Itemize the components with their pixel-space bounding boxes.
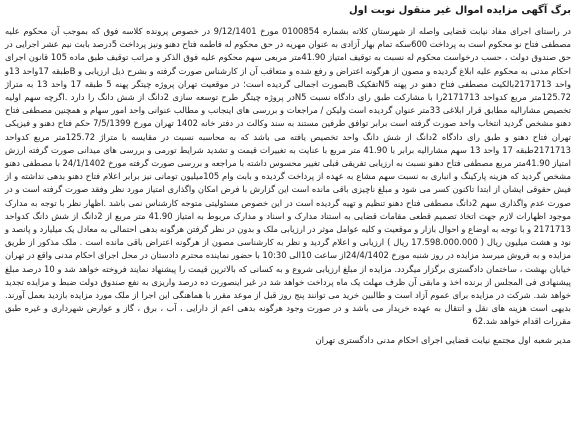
- notice-signature: مدیر شعبه اول مجتمع نیابت قضایی اجرای احکام مدنی دادگستری تهران: [315, 335, 571, 346]
- notice-body: در راستای اجرای مفاد نیابت قضایی واصله از شهرستان کلاته بشماره 0100854 مورخ 9/12/1401 در خصوص پرونده کلاسه فوق که بموجب آن محکوم علیه مصطفی فتاح نو محکوم است به پرداخت 600سکه تمام بهار آزادی به عنوان مهریه در حق محکوم له فاطمه فتاح دهنو ونیز پرداخت 5درصد بابت نیم عشر اجرایی در حق صندوق دولت ، حسب درخواست محکوم له نسبت به توقیف امتیاز 41.90متر مربعی سهم محکوم علیه فوق الذکر و مراتب توقیف طبق ماده 105 قانون اجرای احکام مدنی به محکوم علیه ابلاغ گردیده و مصون از هرگونه اعتراض و رفع شده و متعاقب آن از کارشناس صورت گرفته و بشرح ذیل ارزیابی و Bطبقه 17واحد 13و واحد 2171713بالکیت مصطفی فتاح دهنو در پهنه N5تفکیک Bبصورت اجمالی گردیده است؛ در موقعیت تهران پروژه چیتگر پهنه 5 طبقه 17 واحد 13 به متراژ 125.72متر مربع کدواحد 2171713را با مشارکت طبق رای دادگاه نسبت N5در پروژه چیتگر طرح توسعه سازی 2دانگ از شش دانگ را دارد .اگرچه سهم اولیه تخصیص مشارالیه مطابق قرار ابلاغی 33متر عنوان گردیده است ولیکن / مراجعات و بررسی های اینجانب و مطالب عنوانی واحد امور سهام و همچنین مصطفی فتاح دهنو مشخص گردید انتخاب واحد صورت گرفته است برابر توافق طرفین مستند به سند وکالت در دفتر خانه 1402 تهران مورخ 7/5/1399 حکم فتاح دهنو و فیزیکی تهران فتاح دهنو و طبق رای دادگاه 2دانگ از شش دانگ واحد تخصیص یافته می باشد که به محاسبه نسبت در مقایسه با متراژ 125.72متر مربع کدواحد 2171713طبقه 17 واحد 13 سهم مشارالیه برابر با 41.90 متر مربع با عنایت به تغییرات قیمت و تشدید شرایط تورمی و بررسی های میدانی صورت گرفته ارزش امتیاز 41.90متر مربع مصطفی فتاح دهنو نسبت به ارزیابی تفریقی قبلی تغییر محسوس داشته با مراجعه و بررسی صورت گرفته مورخ 24/1/1402 با مصطفی دهنو مشخص گردید که هزینه پارکینگ و انباری به نسبت سهم مشاع به عهده از پرداخت گردیده و بابت وام 105میلیون تومانی نیز برابر اعلام فتاح دهنو بدهی نداشته و از فیش حقوقی ایشان از ابتدا تاکنون کسر می شود و مبلغ ناچیزی باقی مانده است این گزارش با فرض امکان واگذاری امتیاز مورد نظر وفقد صورت گرفته است و در صورت عدم واگذاری سهم 2دانگ مصطفی فتاح دهنو تنظیم و تهیه گردیده است در این خصوص مسئولیتی متوجه کارشناس نمی باشد .اظهار نظر با توجه به مدارک موجود اظهارات لازم جهت اتخاذ تصمیم قطعی مقامات قضایی به استناد مدارک و اسناد و مدارک مربوط به امتیاز 41.90 متر مربع از 2دانگ از شش دانگ کدواحد 2171713 و با توجه به اوضاع و احوال بازار و موقعیت و کلیه عوامل موثر در ارزیابی ملک و بدون در نظر گرفتن هرگونه بدهی احتمالی به معادل یک میلیارد و پانصد و نود و هشت میلیون ریال ( 17.598.000.000 ریال ) ارزیابی و اعلام گردید و نظر به کارشناسی مصون از هرگونه اعتراض باقی مانده است . ملک مذکور از طریق مزایده و به فروش میرسد مزایده در روز شنبه مورخ 24/4/1402از ساعت 10الی 10:30 با حضور نماینده محترم دادستان در محل اجرای احکام مدنی واقع در تهران خیابان بهشت ، ساختمان دادگستری برگزار میگردد. مزایده از مبلغ ارزیابی شروع و به کسانی که بالاترین قیمت را پیشنهاد نمایند فروخته خواهد شد و 10 درصد مبلغ پیشنهادی فی المجلس از برنده اخذ و مابقی آن ظرف مهلت یک ماه پرداخت خواهد شد در غیر اینصورت ده درصد واریزی به نفع صندوق دولت ضبط و مزایده تجدید خواهد شد. شرکت در مزایده برای عموم آزاد است و طالبین خرید می توانند پنج روز قبل از موعد مقرر با هماهنگی این اجرا از ملک مورد مزایده بازدید بعمل آورند. بدیهی است هزینه های نقل و انتقال به عهده خریدار می باشد و در صورت وجود هرگونه بدهی اعم از دارایی ، آب ، برق ، گاز و عوارض شهرداری و غیره طبق مقررات اقدام خواهد شد.62: [5, 26, 572, 327]
- notice-title: برگ آگهی مزایده اموال غیر منقول نوبت اول: [348, 5, 571, 16]
- auction-notice: [5, 3, 571, 427]
